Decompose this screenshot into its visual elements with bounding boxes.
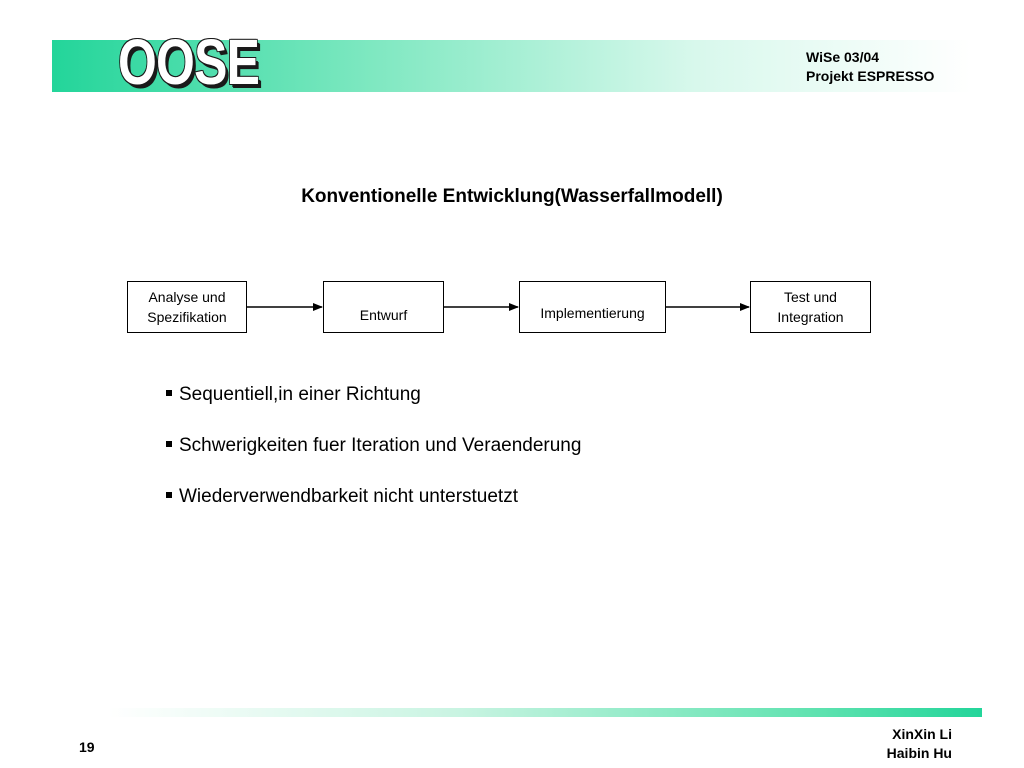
- step-entwurf-label: Entwurf: [359, 307, 408, 323]
- square-bullet-icon: [166, 492, 172, 498]
- bullet-item: [166, 482, 581, 533]
- step-test-label: Test und Integration: [777, 289, 844, 325]
- step-analyse-label: Analyse und Spezifikation: [147, 289, 227, 325]
- step-test-box: [750, 281, 871, 333]
- bullet-text: Schwerigkeiten fuer Iteration und Veraenderung: [179, 435, 582, 456]
- bullet-text: Sequentiell,in einer Richtung: [179, 384, 421, 405]
- page-number: 19: [79, 739, 95, 755]
- slide-title: Konventionelle Entwicklung(Wasserfallmodell): [301, 186, 723, 207]
- square-bullet-icon: [166, 441, 172, 447]
- bullet-list: [166, 380, 581, 533]
- semester-label: WiSe 03/04: [806, 49, 880, 65]
- bullet-text: Wiederverwendbarkeit nicht unterstuetzt: [179, 486, 518, 507]
- step-entwurf-box: [323, 281, 444, 333]
- footer-band: [108, 708, 982, 717]
- author-2: Haibin Hu: [886, 745, 952, 761]
- step-implementierung-label: Implementierung: [540, 305, 645, 321]
- step-analyse-box: [127, 281, 247, 333]
- author-1: XinXin Li: [892, 726, 952, 742]
- bullet-item: [166, 380, 581, 431]
- bullet-item: [166, 431, 581, 482]
- project-label: Projekt ESPRESSO: [806, 68, 935, 84]
- step-implementierung-box: [519, 281, 666, 333]
- square-bullet-icon: [166, 390, 172, 396]
- author-block: [887, 725, 952, 763]
- oose-logo: OOSE: [118, 26, 260, 98]
